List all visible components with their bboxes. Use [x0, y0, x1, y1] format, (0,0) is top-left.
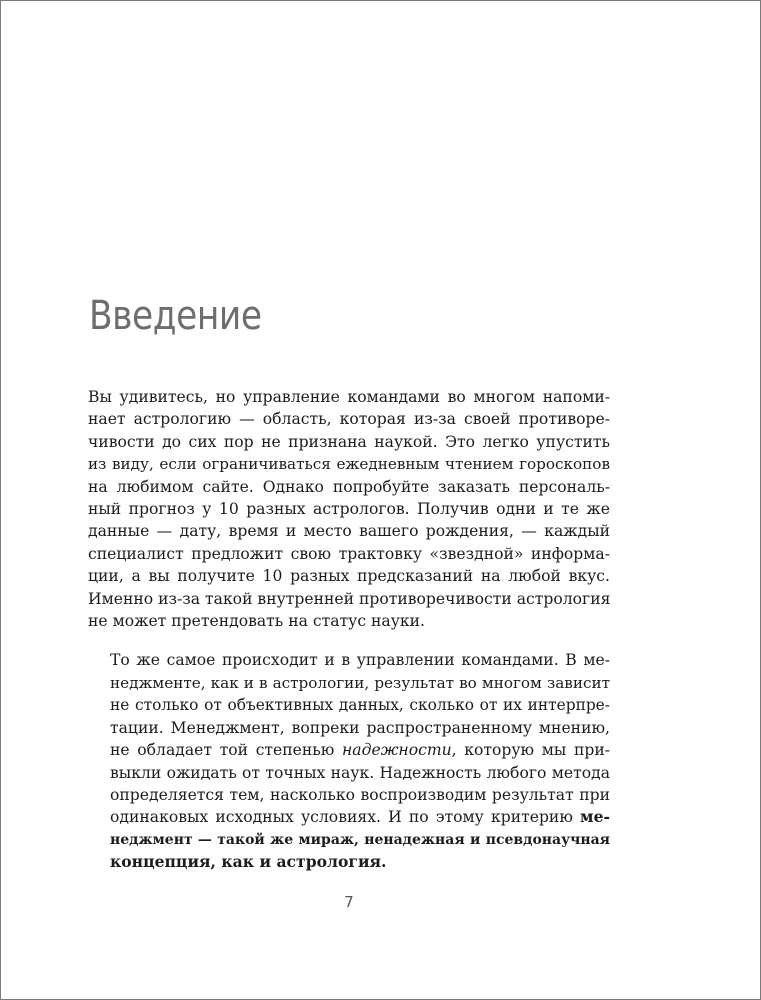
text-fragment: не обладает той степенью — [110, 741, 343, 760]
text-fragment: , которую мы при- — [451, 741, 610, 760]
text-line: неджменте, как и в астрологии, результат во многом зависит — [110, 673, 610, 692]
bold-text: ме- — [580, 807, 610, 827]
text-line: тации. Менеджмент, вопреки распространенному мнению, — [110, 718, 610, 737]
text-line: из виду, если ограничиваться ежедневным чтением гороскопов — [88, 455, 610, 474]
text-line: на любимом сайте. Однако попробуйте заказать персональ- — [88, 477, 610, 496]
text-line — [88, 806, 610, 828]
page-number: 7 — [344, 893, 354, 911]
text-line — [88, 829, 610, 851]
text-line: чивости до сих пор не признана наукой. Это легко упустить — [88, 432, 610, 451]
text-line: не столько от объективных данных, сколько от их интерпре- — [110, 696, 610, 715]
text-line: не может претендовать на статус науки. — [88, 612, 426, 631]
emphasis-text: надежности — [342, 741, 452, 760]
text-line: данные — дату, время и место вашего рождения, — каждый — [88, 522, 610, 541]
text-line: Именно из-за такой внутренней противоречивости астрология — [88, 589, 611, 608]
text-line: определяется тем, насколько воспроизводим результат при — [110, 785, 610, 804]
text-line — [88, 739, 610, 761]
text-line: выкли ожидать от точных наук. Надежность любого метода — [110, 763, 610, 782]
chapter-heading: Введение — [89, 293, 262, 339]
body-text — [88, 386, 610, 874]
paragraph-2 — [88, 649, 610, 873]
text-line: специалист предложит свою трактовку «звездной» информа- — [88, 544, 610, 563]
text-line: ции, а вы получите 10 разных предсказаний на любой вкус. — [88, 567, 610, 586]
text-line: То же самое происходит и в управлении командами. В ме- — [110, 651, 610, 670]
bold-text: неджмент — такой же мираж, ненадежная и псевдонаучная — [110, 831, 610, 848]
text-line: Вы удивитесь, но управление командами во многом напоми- — [88, 388, 610, 406]
text-line: ный прогноз у 10 разных астрологов. Получив одни и те же — [88, 500, 610, 519]
text-line: нает астрологию — область, которая из-за своей противоре- — [88, 410, 610, 429]
text-fragment: одинаковых исходных условиях. И по этому критерию — [110, 808, 581, 827]
paragraph-1 — [88, 386, 610, 632]
text-line — [88, 851, 610, 873]
bold-text: концепция, как и астрология. — [110, 852, 387, 872]
